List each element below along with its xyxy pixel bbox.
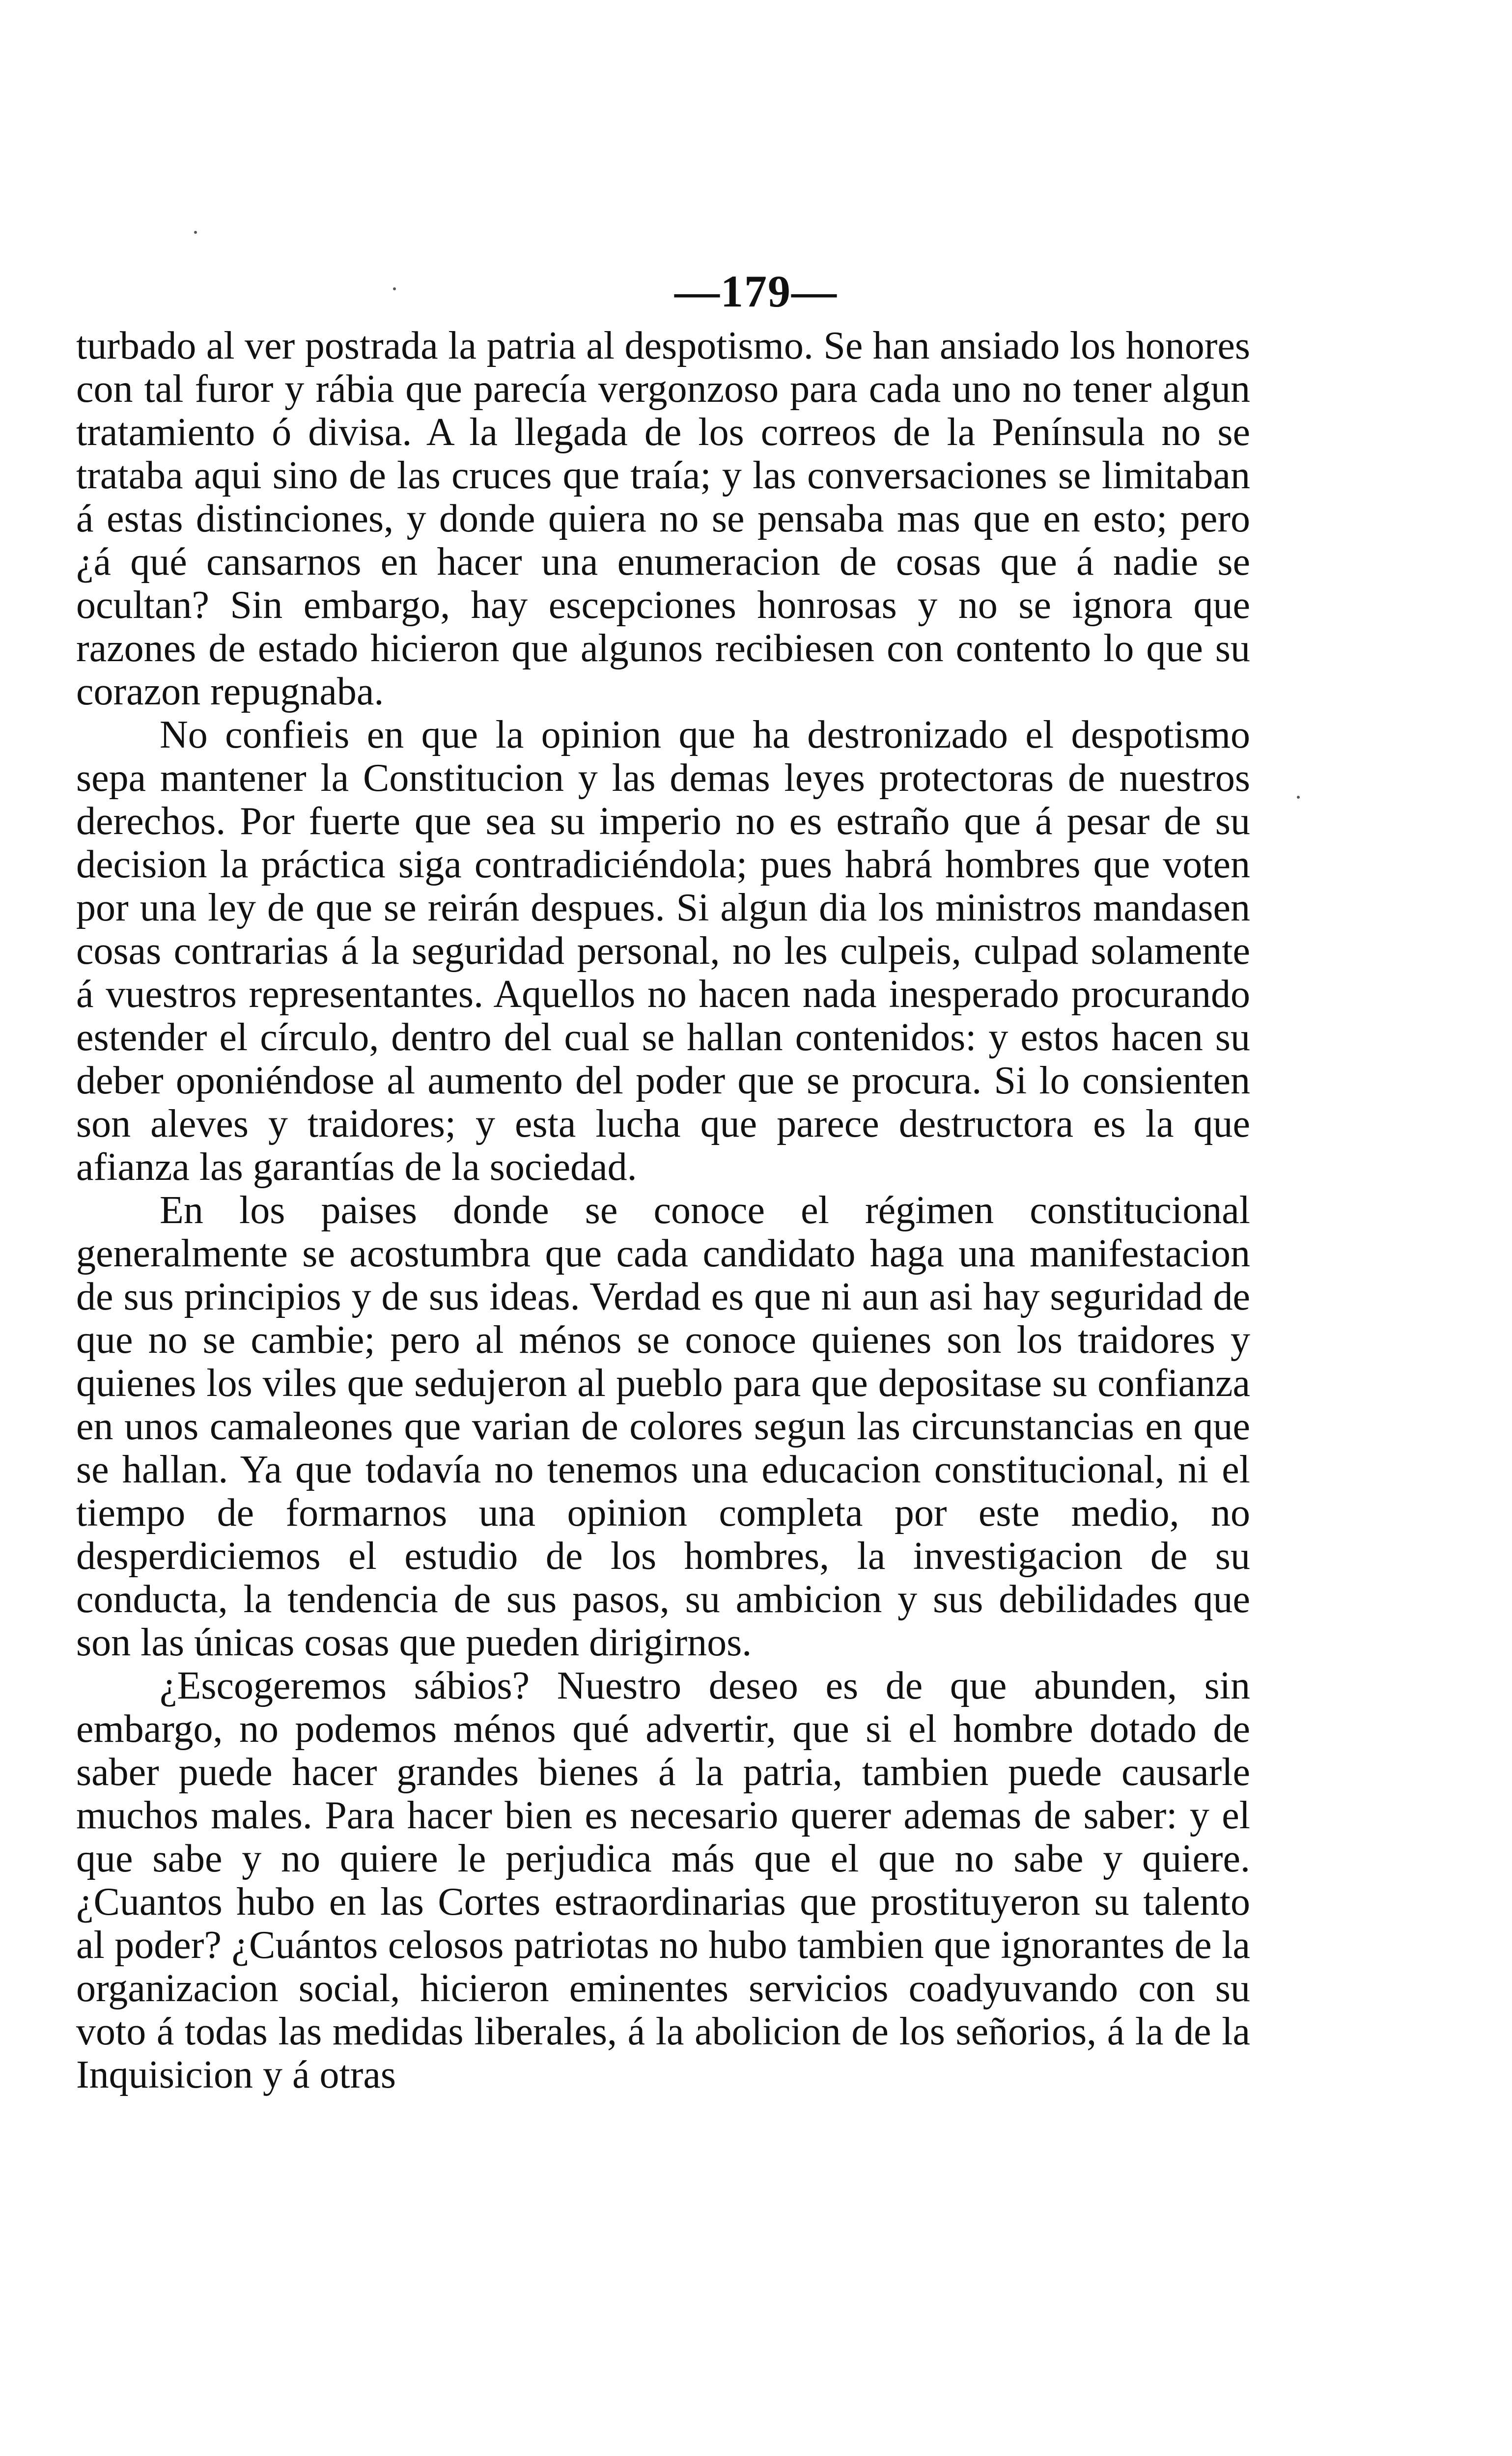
print-speck (194, 231, 197, 234)
paragraph-3: En los paises donde se conoce el régimen constitucional generalmente se acostumbra que cada candidato haga una manifestacion de sus principios y de sus ideas. Verdad es que ni aun asi hay seguridad de que no se cambie; pero al ménos se conoce quienes son los traidores y quienes los viles que sedujeron al pueblo para que depositase su confianza en unos camaleones que varian de colores segun las circunstancias en que se hallan. Ya que todavía no tenemos una educacion constitucional, ni el tiempo de formarnos una opinion completa por este medio, no desperdiciemos el estudio de los hombres, la investigacion de su conducta, la tendencia de sus pasos, su ambicion y sus debilidades que son las únicas cosas que pueden dirigirnos. (76, 1189, 1250, 1664)
paragraph-1: turbado al ver postrada la patria al despotismo. Se han ansiado los honores con tal furor y rábia que parecía vergonzoso para cada uno no tener algun tratamiento ó divisa. A la llegada de los correos de la Península no se trataba aqui sino de las cruces que traía; y las conversaciones se limitaban á estas distinciones, y donde quiera no se pensaba mas que en esto; pero ¿á qué cansarnos en hacer una enumeracion de cosas que á nadie se ocultan? Sin embargo, hay escepciones honrosas y no se ignora que razones de estado hicieron que algunos recibiesen con contento lo que su corazon repugnaba. (76, 324, 1250, 713)
page-number: —179— (674, 266, 838, 316)
body-text (76, 324, 1250, 2096)
paragraph-2: No confieis en que la opinion que ha destronizado el despotismo sepa mantener la Constitucion y las demas leyes protectoras de nuestros derechos. Por fuerte que sea su imperio no es estraño que á pesar de su decision la práctica siga contradiciéndola; pues habrá hombres que voten por una ley de que se reirán despues. Si algun dia los ministros mandasen cosas contrarias á la seguridad personal, no les culpeis, culpad solamente á vuestros representantes. Aquellos no hacen nada inesperado procurando estender el círculo, dentro del cual se hallan contenidos: y estos hacen su deber oponiéndose al aumento del poder que se procura. Si lo consienten son aleves y traidores; y esta lucha que parece destructora es la que afianza las garantías de la sociedad. (76, 713, 1250, 1189)
paragraph-4: ¿Escogeremos sábios? Nuestro deseo es de que abunden, sin embargo, no podemos ménos qué advertir, que si el hombre dotado de saber puede hacer grandes bienes á la patria, tambien puede causarle muchos males. Para hacer bien es necesario querer ademas de saber: y el que sabe y no quiere le perjudica más que el que no sabe y quiere. ¿Cuantos hubo en las Cortes estraordinarias que prostituyeron su talento al poder? ¿Cuántos celosos patriotas no hubo tambien que ignorantes de la organizacion social, hicieron eminentes servicios coadyuvando con su voto á todas las medidas liberales, á la abolicion de los señorios, á la de la Inquisicion y á otras (76, 1664, 1250, 2096)
print-speck (1297, 796, 1300, 799)
